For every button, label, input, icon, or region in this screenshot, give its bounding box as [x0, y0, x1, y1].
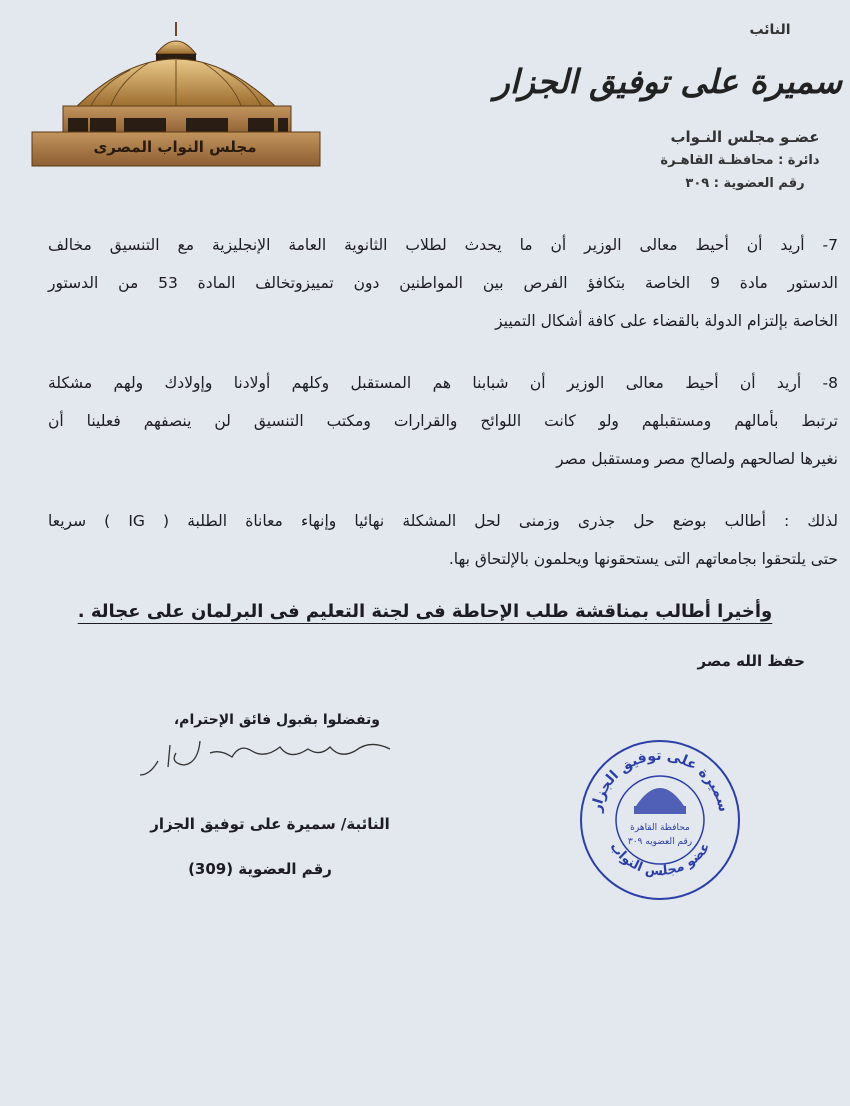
- text-line: الخاصة بإلتزام الدولة بالقضاء على كافة أشكال التمييز: [495, 312, 838, 330]
- paragraph-8: [48, 364, 838, 478]
- text-line: 8- أريد أن أحيط معالى الوزير أن شبابنا هم المستقبل وكلهم أولادنا وإولادك ولهم مشكلة: [48, 374, 838, 392]
- closing-request: وأخيرا أطالب بمناقشة طلب الإحاطة فى لجنة التعليم فى البرلمان على عجالة .: [77, 601, 773, 622]
- text-line: ترتبط بأمالهم ومستقبلهم ولو كانت اللوائح والقرارات ومكتب التنسيق لن ينصفهم فعلينا أن: [48, 412, 838, 430]
- god-save-egypt: حفظ الله مصر: [697, 652, 805, 670]
- paragraph-demand: [48, 502, 838, 578]
- letterhead-membership: رقم العضوية : ٣٠٩: [685, 176, 805, 191]
- letterhead-member-of: عضـو مجلس النـواب: [670, 128, 820, 146]
- stamp-member: عضو مجلس النواب: [606, 839, 714, 880]
- letterhead-title: النائب: [749, 22, 791, 38]
- signer-membership: رقم العضوية (309): [188, 860, 332, 878]
- stamp-name: سميرة على توفيق الجزار: [588, 747, 732, 814]
- official-stamp: [578, 738, 742, 902]
- text-line: لذلك : أطالب بوضع حل جذرى وزمنى لحل المشكلة نهائيا وإنهاء معاناة الطلبة ( IG ) سريعا: [48, 512, 838, 530]
- logo-text: مجلس النواب المصرى: [93, 138, 257, 156]
- text-line: حتى يلتحقوا بجامعاتهم التى يستحقونها ويحلمون بالإلتحاق بها.: [448, 550, 838, 568]
- stamp-district: محافظة القاهرة: [630, 823, 690, 833]
- handwritten-signature: [140, 735, 400, 785]
- text-line: نغيرها لصالحهم ولصالح مصر ومستقبل مصر: [556, 450, 838, 468]
- stamp-membership: رقم العضويه ٣٠٩: [627, 837, 693, 847]
- paragraph-7: [48, 226, 838, 340]
- text-line: الدستور مادة 9 الخاصة بتكافؤ الفرص بين المواطنين دون تمييزوتخالف المادة 53 من الدستور: [48, 274, 838, 292]
- letterhead-name: سميرة على توفيق الجزار: [493, 62, 842, 101]
- text-line: 7- أريد أن أحيط معالى الوزير أن ما يحدث لطلاب الثانوية العامة الإنجليزية مع التنسيق مخالف: [48, 236, 838, 254]
- signer-name: النائبة/ سميرة على توفيق الجزار: [150, 815, 390, 833]
- letterhead-district: دائرة : محافظـة القاهـرة: [660, 153, 820, 168]
- regards: وتفضلوا بقبول فائق الإحترام،: [173, 712, 380, 728]
